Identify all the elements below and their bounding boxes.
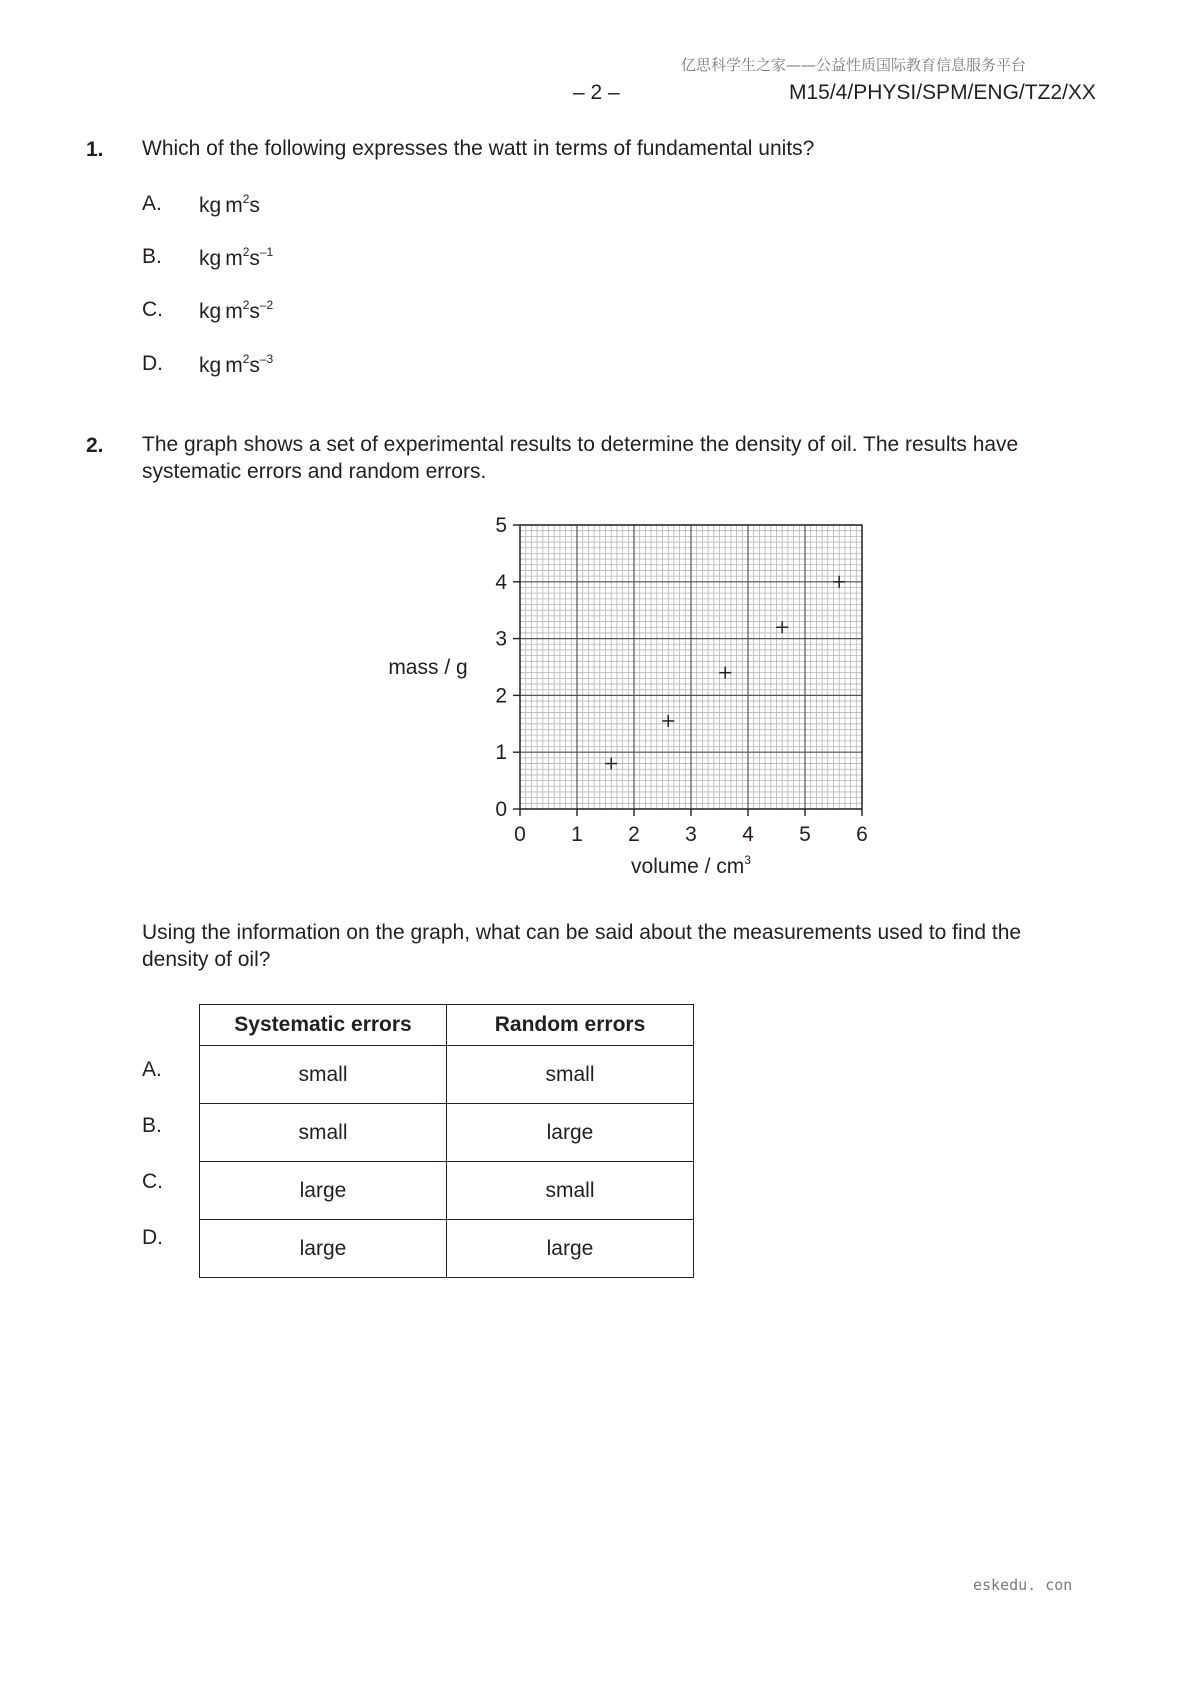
- data-point: [719, 667, 731, 679]
- data-point: [833, 576, 845, 588]
- question-2-text-line2: systematic errors and random errors.: [142, 460, 487, 483]
- answer-table: [199, 1004, 694, 1278]
- footer-site: eskedu. con: [973, 1576, 1073, 1594]
- x-tick-label: 5: [799, 823, 811, 846]
- header-random-errors: Random errors: [447, 1005, 694, 1046]
- option-b-text: kg $m^2s^{-1}$: [199, 245, 274, 270]
- cell-random: small: [447, 1046, 694, 1104]
- cell-random: large: [447, 1104, 694, 1162]
- x-tick-label: 2: [628, 823, 640, 846]
- y-axis-label: mass / g: [388, 656, 468, 679]
- cell-systematic: large: [200, 1162, 447, 1220]
- y-tick-label: 0: [495, 798, 507, 821]
- table-row: [200, 1162, 694, 1220]
- cell-systematic: small: [200, 1104, 447, 1162]
- x-tick-label: 4: [742, 823, 754, 846]
- question-2-prompt-line2: density of oil?: [142, 948, 271, 971]
- y-tick-label: 3: [495, 627, 507, 651]
- axis-ticks: [495, 514, 868, 846]
- page-number: – 2 –: [573, 81, 620, 104]
- row-letter-c: C.: [142, 1170, 163, 1193]
- header-systematic-errors: Systematic errors: [200, 1005, 447, 1046]
- x-tick-label: 6: [856, 823, 868, 846]
- cell-systematic: small: [200, 1046, 447, 1104]
- x-tick-label: 3: [685, 823, 697, 846]
- option-a-letter: A.: [142, 192, 162, 215]
- cell-random: large: [447, 1220, 694, 1278]
- option-c-text: kg $m^2s^{-2}$: [199, 298, 274, 323]
- table-row: [200, 1046, 694, 1104]
- question-2-prompt-line1: Using the information on the graph, what can be said about the measurements used to find the: [142, 921, 1022, 944]
- table-row: [200, 1104, 694, 1162]
- question-1-number: 1.: [86, 138, 104, 161]
- y-tick-label: 4: [495, 570, 507, 594]
- table-header-row: [200, 1005, 694, 1046]
- option-c-letter: C.: [142, 298, 163, 321]
- x-tick-label: 0: [514, 823, 526, 846]
- data-point: [776, 621, 788, 633]
- row-letter-d: D.: [142, 1226, 163, 1249]
- y-tick-label: 5: [495, 514, 507, 537]
- cell-random: small: [447, 1162, 694, 1220]
- y-tick-label: 2: [495, 684, 507, 708]
- row-letter-b: B.: [142, 1114, 162, 1137]
- question-1-text: Which of the following expresses the watt in terms of fundamental units?: [142, 137, 815, 160]
- data-point: [662, 715, 674, 727]
- option-a-text: kg $m^2s$: [199, 192, 260, 217]
- cell-systematic: large: [200, 1220, 447, 1278]
- x-tick-label: 1: [571, 823, 583, 846]
- watermark-text: 亿思科学生之家——公益性质国际教育信息服务平台: [681, 56, 1027, 74]
- question-2-number: 2.: [86, 434, 104, 457]
- question-2-text-line1: The graph shows a set of experimental results to determine the density of oil. The results have: [142, 433, 1019, 456]
- option-b-letter: B.: [142, 245, 162, 268]
- option-d-text: kg $m^2s^{-3}$: [199, 352, 274, 377]
- y-tick-label: 1: [495, 741, 507, 765]
- paper-code: M15/4/PHYSI/SPM/ENG/TZ2/XX: [789, 81, 1096, 104]
- table-row: [200, 1220, 694, 1278]
- density-scatter-chart: [370, 505, 890, 890]
- x-axis-label: volume / $cm^3$: [631, 853, 751, 878]
- row-letter-a: A.: [142, 1058, 162, 1081]
- option-d-letter: D.: [142, 352, 163, 375]
- data-point: [605, 758, 617, 770]
